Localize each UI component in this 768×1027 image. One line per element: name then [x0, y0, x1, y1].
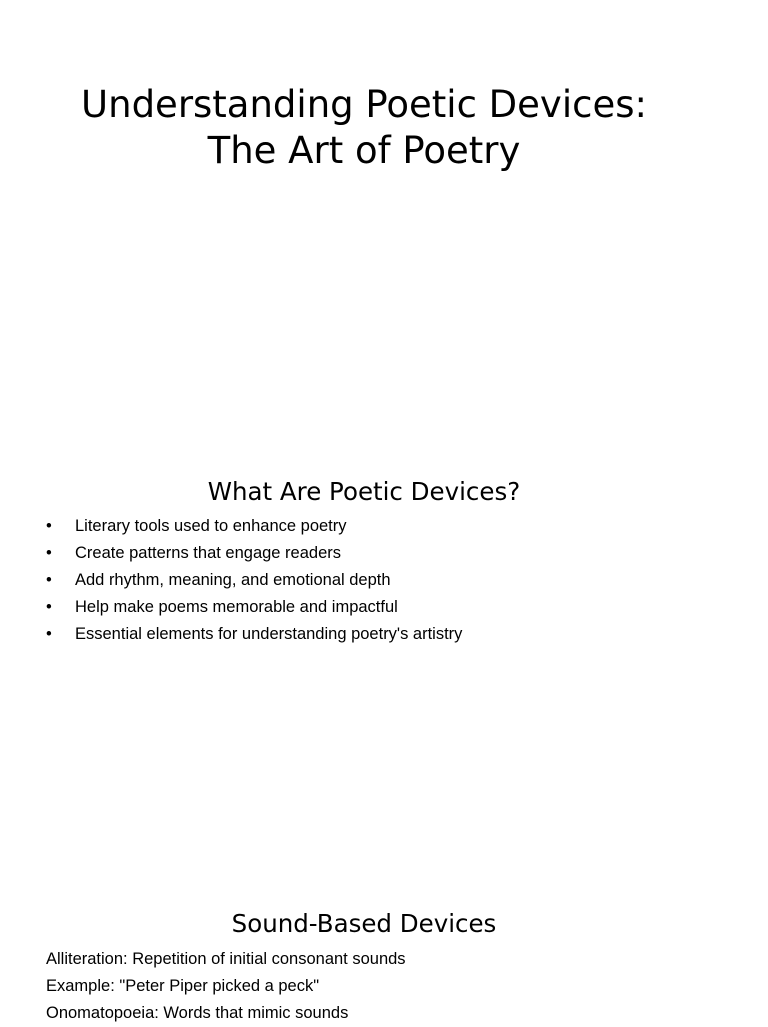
list-item-text: Help make poems memorable and impactful: [75, 598, 398, 616]
poetic-devices-bullet-list: [46, 513, 462, 648]
list-item-text: Essential elements for understanding poetry's artistry: [75, 625, 463, 643]
title-line-2: The Art of Poetry: [207, 129, 521, 172]
list-item-text: Add rhythm, meaning, and emotional depth: [75, 571, 391, 589]
list-item: [46, 594, 462, 621]
list-item: [46, 567, 462, 594]
list-item: Alliteration: Repetition of initial consonant sounds: [46, 950, 406, 968]
list-item: [46, 513, 462, 540]
list-item-text: Literary tools used to enhance poetry: [75, 517, 347, 535]
list-item-text: Create patterns that engage readers: [75, 544, 342, 562]
section-heading-sound-based-devices: Sound-Based Devices: [231, 909, 497, 938]
title-line-1: Understanding Poetic Devices:: [81, 83, 647, 126]
list-item: [46, 540, 462, 567]
bullet-icon: •: [46, 625, 52, 643]
section-heading-what-are-poetic-devices: What Are Poetic Devices?: [207, 477, 521, 506]
bullet-icon: •: [46, 571, 52, 589]
sound-devices-list: [46, 946, 406, 1027]
list-item: Onomatopoeia: Words that mimic sounds: [46, 1004, 349, 1022]
list-item: Example: "Peter Piper picked a peck": [46, 977, 320, 995]
list-item: [46, 621, 462, 648]
bullet-icon: •: [46, 544, 52, 562]
bullet-icon: •: [46, 598, 52, 616]
bullet-icon: •: [46, 517, 52, 535]
presentation-title: [0, 82, 728, 174]
